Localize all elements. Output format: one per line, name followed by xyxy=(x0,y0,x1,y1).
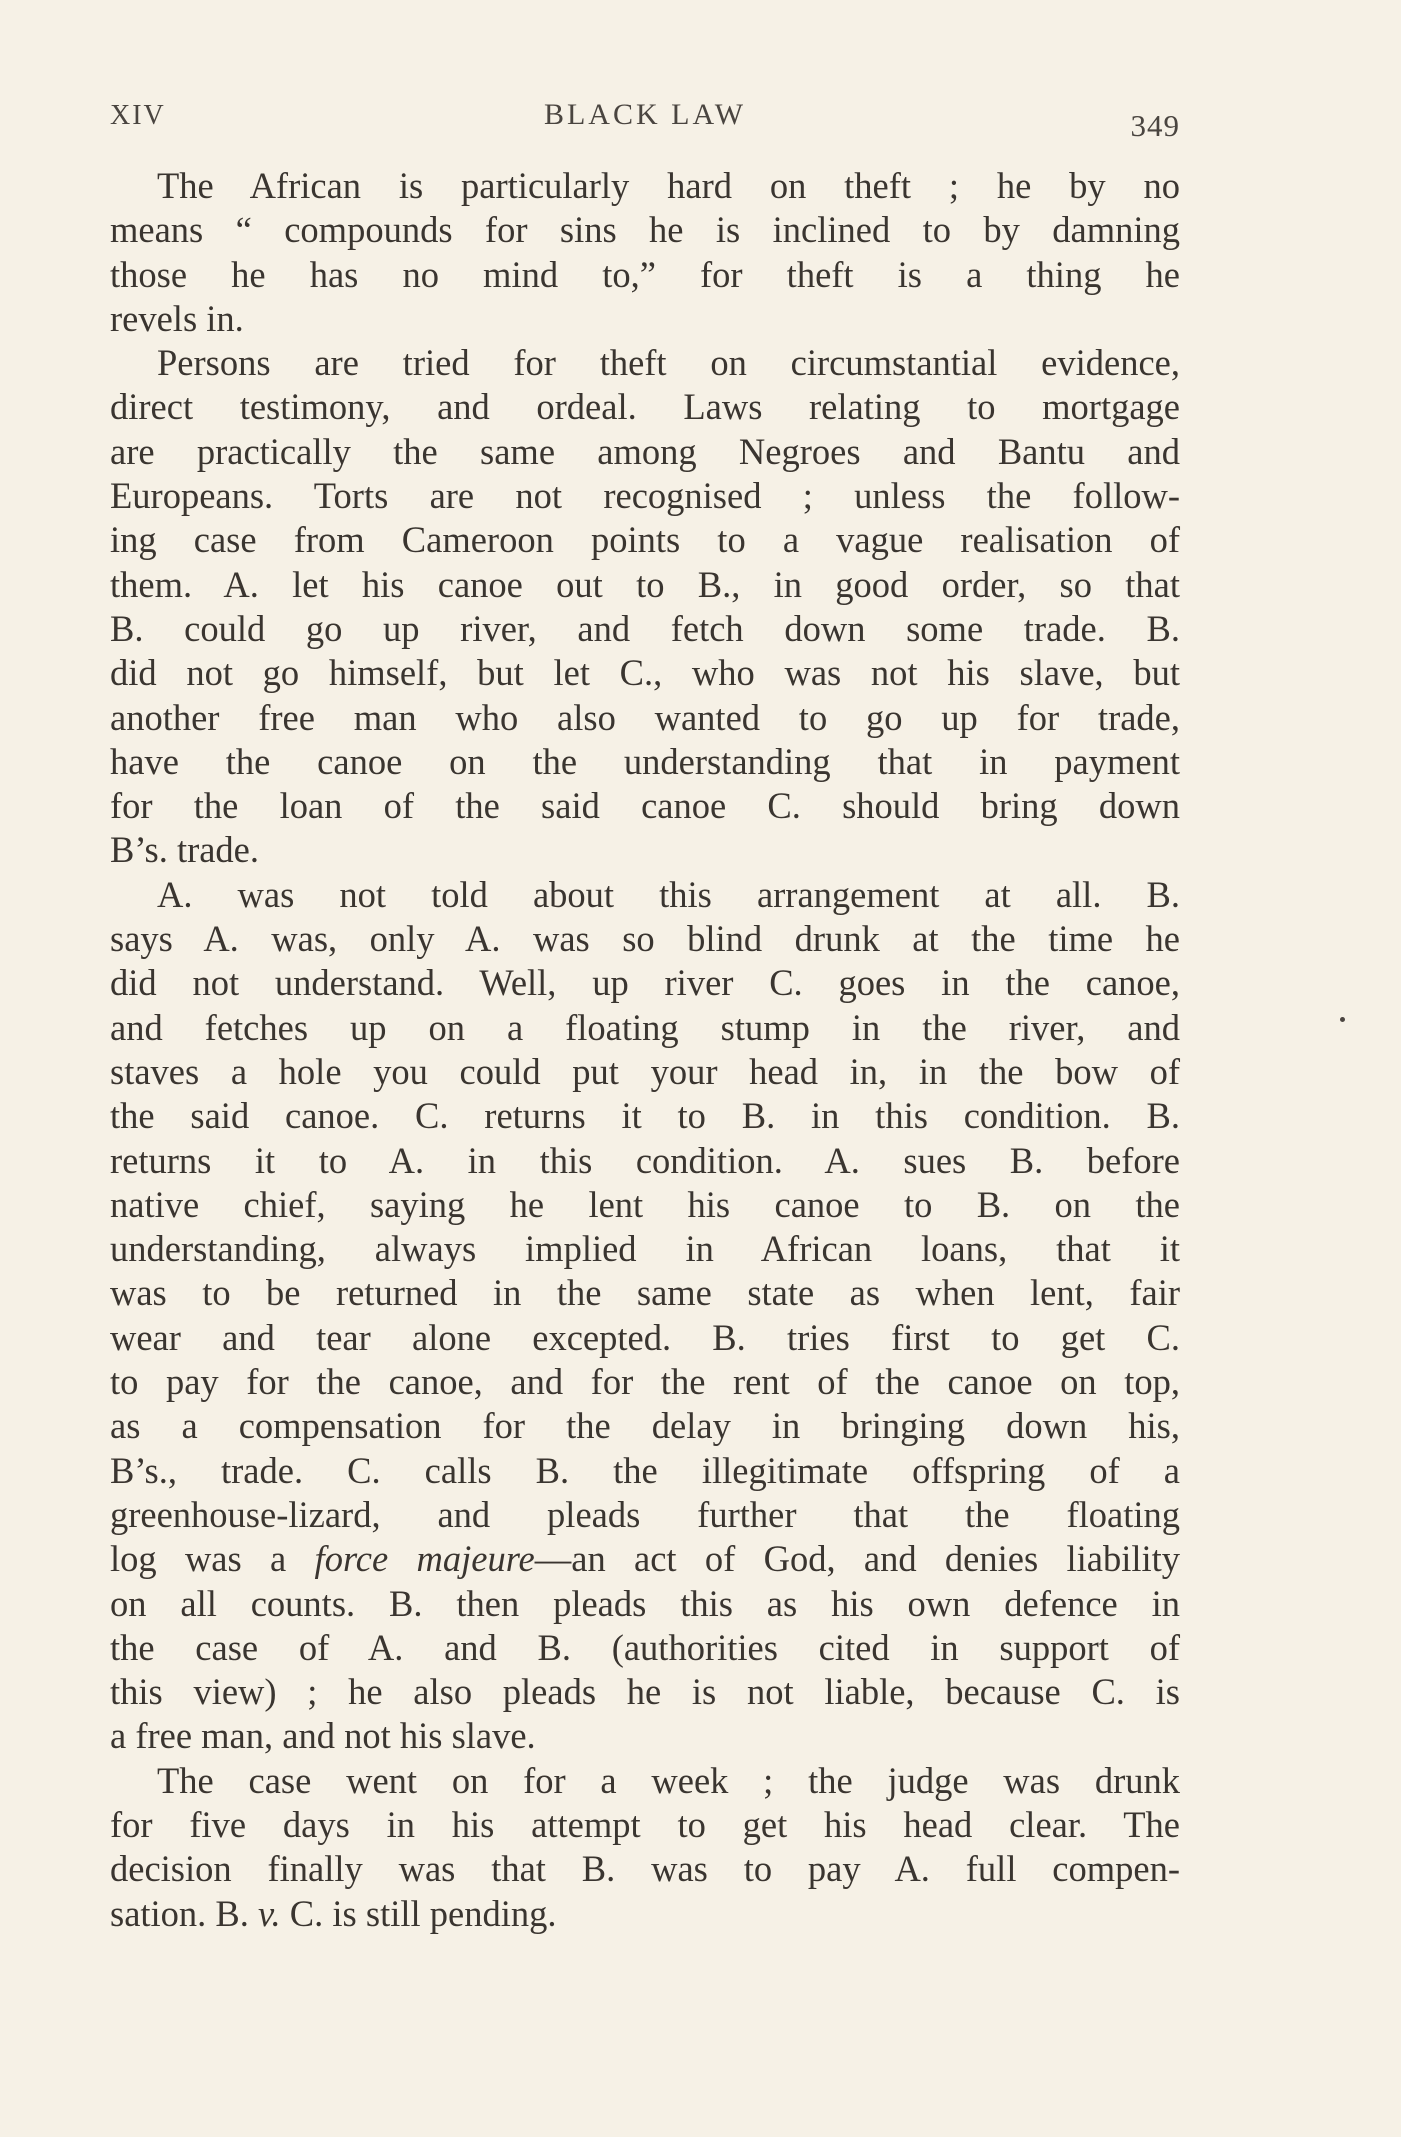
text-line: and fetches up on a floating stump in the river, and xyxy=(110,1006,1180,1048)
text-line: A. was not told about this arrangement at all. B. xyxy=(157,873,1180,915)
running-head xyxy=(110,92,1180,142)
text-line: them. A. let his canoe out to B., in good order, so that xyxy=(110,563,1180,605)
text-line: the case of A. and B. (authorities cited in support of xyxy=(110,1626,1180,1668)
body-text xyxy=(110,164,1180,1936)
text-line: for the loan of the said canoe C. should bring down xyxy=(110,785,1180,827)
text-line: says A. was, only A. was so blind drunk at the time he xyxy=(110,918,1180,960)
text-line: Persons are tried for theft on circumstantial evidence, xyxy=(157,342,1180,384)
text-line: wear and tear alone excepted. B. tries first to get C. xyxy=(110,1316,1180,1358)
text-line: greenhouse-lizard, and pleads further that the floating xyxy=(110,1493,1180,1535)
text-line: did not go himself, but let C., who was not his slave, but xyxy=(110,652,1180,694)
text-line: B’s. trade. xyxy=(110,829,260,871)
text-line: means “ compounds for sins he is inclined to by damning xyxy=(110,209,1180,251)
text-line: B. could go up river, and fetch down some trade. B. xyxy=(110,607,1180,649)
text-line: ing case from Cameroon points to a vague realisation of xyxy=(110,519,1180,561)
paragraph xyxy=(110,341,1180,873)
text-line-with-italic xyxy=(110,1892,1180,1936)
text-line: direct testimony, and ordeal. Laws relating to mortgage xyxy=(110,386,1180,428)
paragraph xyxy=(110,873,1180,1759)
ink-speck xyxy=(1340,1017,1345,1022)
paragraph xyxy=(110,1759,1180,1936)
paragraph xyxy=(110,164,1180,341)
text-line: returns it to A. in this condition. A. sues B. before xyxy=(110,1139,1180,1181)
italic-phrase: force majeure xyxy=(314,1538,535,1580)
chapter-number: XIV xyxy=(110,100,166,131)
text-line: revels in. xyxy=(110,297,244,339)
text-line: are practically the same among Negroes and Bantu and xyxy=(110,430,1180,472)
text-line: B’s., trade. C. calls B. the illegitimate offspring of a xyxy=(110,1449,1180,1491)
running-title: BLACK LAW xyxy=(543,98,747,131)
text-line: decision finally was that B. was to pay A. full compen- xyxy=(110,1848,1180,1890)
text-line: for five days in his attempt to get his head clear. The xyxy=(110,1803,1180,1845)
text-line: Europeans. Torts are not recognised ; unless the follow- xyxy=(110,475,1180,517)
text-line: on all counts. B. then pleads this as his own defence in xyxy=(110,1582,1180,1624)
page-number: 349 xyxy=(1130,108,1180,143)
italic-phrase: v. xyxy=(258,1892,281,1934)
text-fragment: —an act of God, and denies liability xyxy=(534,1538,1181,1580)
text-line: the said canoe. C. returns it to B. in this condition. B. xyxy=(110,1095,1180,1137)
text-line: The African is particularly hard on theft ; he by no xyxy=(157,165,1180,206)
text-line: as a compensation for the delay in bringing down his, xyxy=(110,1405,1180,1447)
text-line: did not understand. Well, up river C. goes in the canoe, xyxy=(110,962,1180,1004)
text-line-with-italic xyxy=(110,1537,1180,1581)
text-line: The case went on for a week ; the judge was drunk xyxy=(157,1759,1180,1801)
text-line: was to be returned in the same state as when lent, fair xyxy=(110,1272,1180,1314)
text-line: staves a hole you could put your head in, in the bow of xyxy=(110,1050,1180,1092)
text-line: to pay for the canoe, and for the rent of the canoe on top, xyxy=(110,1361,1180,1403)
text-fragment: C. is still pending. xyxy=(280,1892,557,1934)
text-line: native chief, saying he lent his canoe to B. on the xyxy=(110,1183,1180,1225)
text-line: another free man who also wanted to go up for trade, xyxy=(110,696,1180,738)
text-line: understanding, always implied in African loans, that it xyxy=(110,1228,1180,1270)
text-line: those he has no mind to,” for theft is a thing he xyxy=(110,253,1180,295)
text-line: a free man, and not his slave. xyxy=(110,1715,536,1757)
text-fragment: sation. B. xyxy=(110,1892,259,1934)
text-line: this view) ; he also pleads he is not liable, because C. is xyxy=(110,1671,1180,1713)
text-fragment: log was a xyxy=(110,1538,315,1580)
text-line: have the canoe on the understanding that in payment xyxy=(110,740,1180,782)
